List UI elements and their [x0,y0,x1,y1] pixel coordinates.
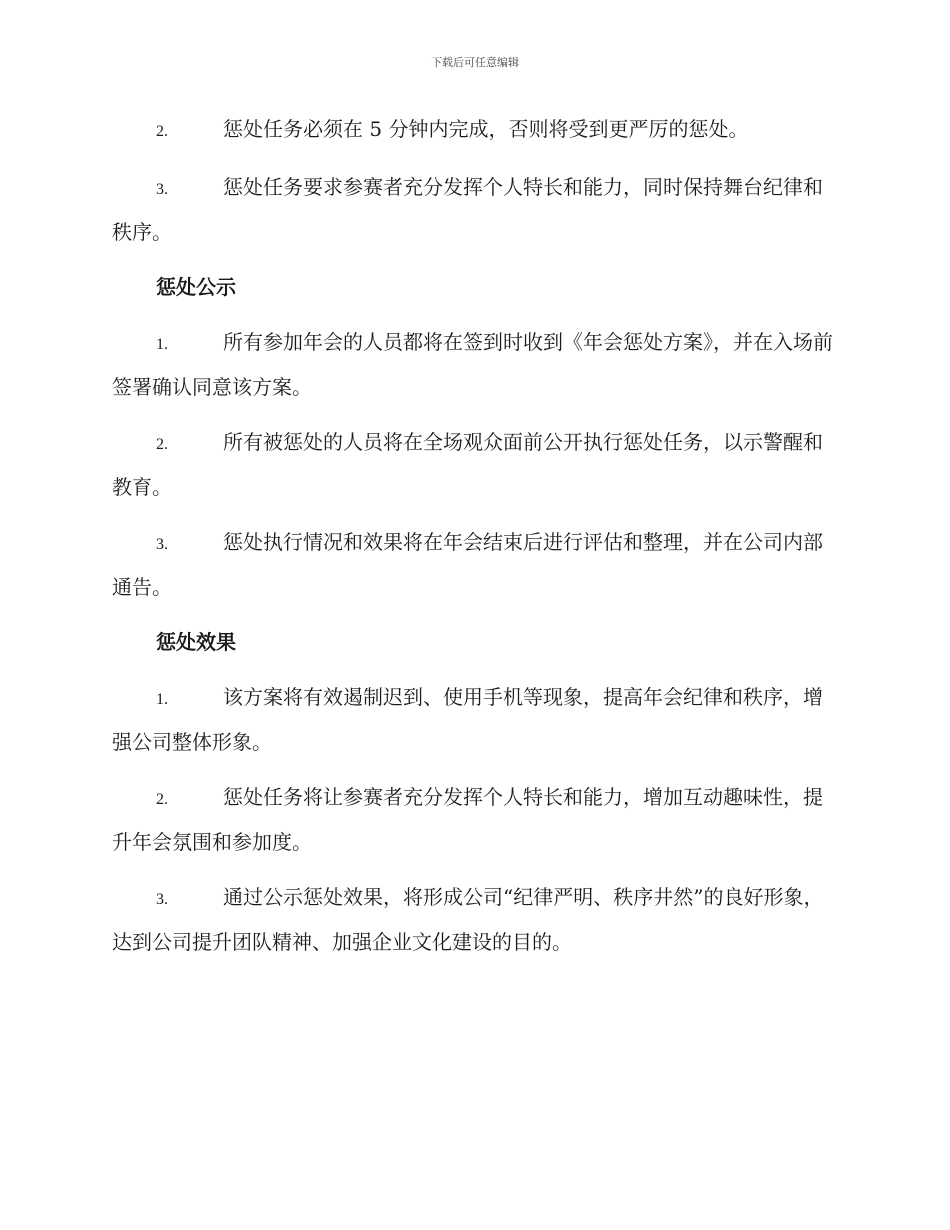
item-number: 2. [156,436,168,453]
section-heading-effect: 惩处效果 [156,630,236,654]
item-text: 惩处任务将让参赛者充分发挥个人特长和能力，增加互动趣味性，提升年会氛围和参加度。 [112,785,823,854]
list-item [112,108,836,153]
item-text: 该方案将有效遏制迟到、使用手机等现象，提高年会纪律和秩序，增强公司整体形象。 [112,685,823,754]
page-header-note: 下载后可任意编辑 [431,56,519,69]
item-text: 惩处执行情况和效果将在年会结束后进行评估和整理，并在公司内部通告。 [112,530,823,599]
section-heading-publicity: 惩处公示 [156,275,236,299]
item-number: 1. [156,691,168,708]
document-body [112,108,836,976]
list-item [112,676,836,763]
item-number: 2. [156,123,168,140]
list-item [112,776,836,863]
item-number: 1. [156,336,168,353]
list-item [112,521,836,608]
item-number: 3. [156,536,168,553]
item-number: 2. [156,791,168,808]
list-item [112,166,836,253]
item-text: 通过公示惩处效果，将形成公司“纪律严明、秩序井然”的良好形象，达到公司提升团队精神、加强企业文化建设的目的。 [112,885,824,954]
item-number: 3. [156,181,168,198]
item-text: 惩处任务要求参赛者充分发挥个人特长和能力，同时保持舞台纪律和秩序。 [112,175,823,244]
list-item [112,321,836,408]
item-text: 惩处任务必须在 5 分钟内完成，否则将受到更严厉的惩处。 [223,117,749,141]
list-item [112,876,836,963]
item-number: 3. [156,891,168,908]
item-text: 所有被惩处的人员将在全场观众面前公开执行惩处任务，以示警醒和教育。 [112,430,823,499]
list-item [112,421,836,508]
item-text: 所有参加年会的人员都将在签到时收到《年会惩处方案》，并在入场前签署确认同意该方案。 [112,330,833,399]
